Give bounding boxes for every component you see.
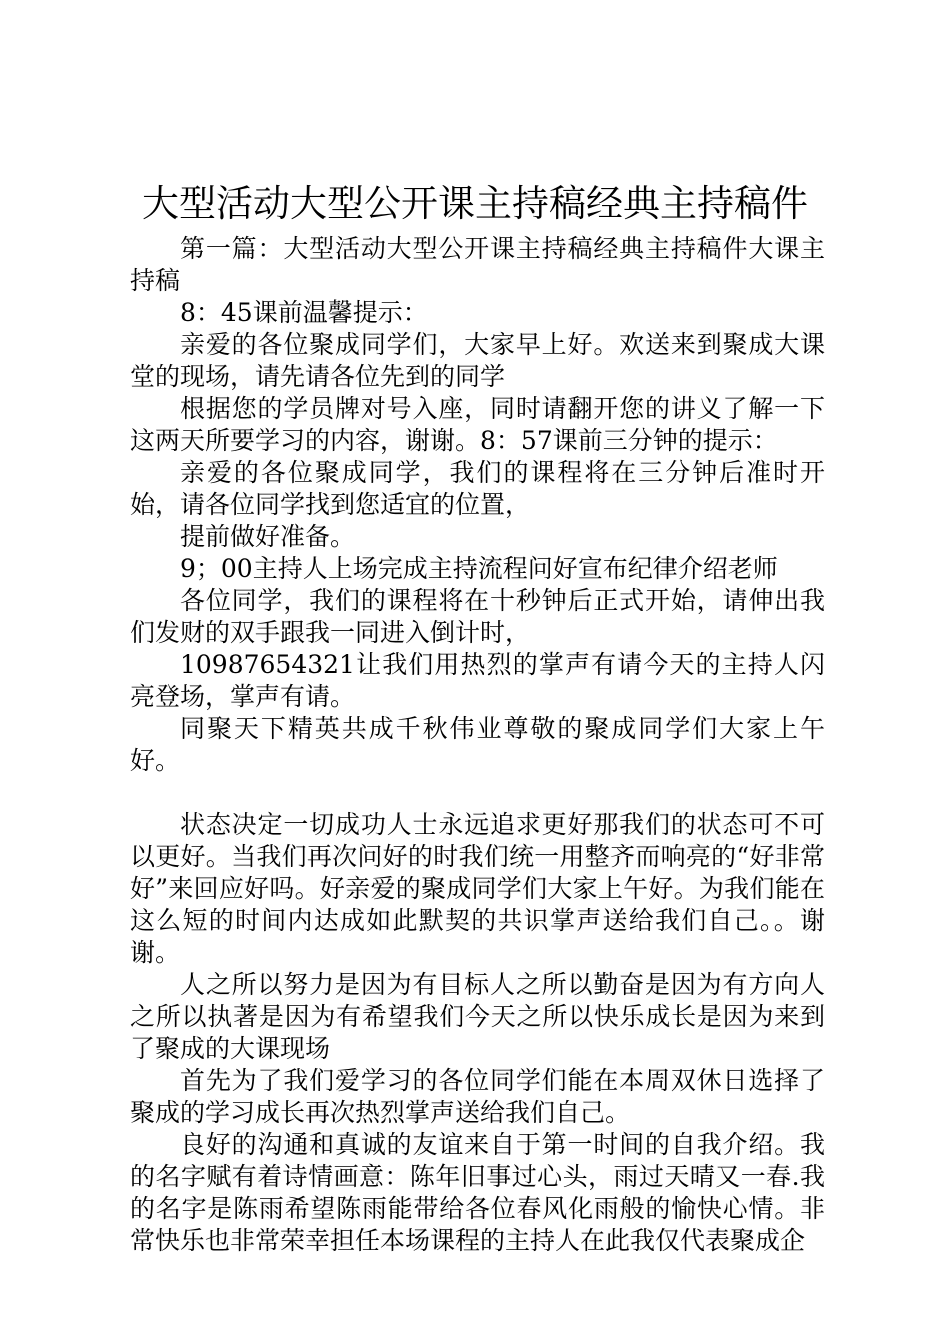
document-title: 大型活动大型公开课主持稿经典主持稿件 — [142, 182, 808, 225]
paragraph: 根据您的学员牌对号入座，同时请翻开您的讲义了解一下这两天所要学习的内容，谢谢。8：57课前三分钟的提示： — [130, 394, 825, 455]
paragraph: 各位同学，我们的课程将在十秒钟后正式开始，请伸出我们发财的双手跟我一同进入倒计时， — [130, 586, 825, 647]
paragraph: 8：45课前温馨提示： — [180, 298, 428, 327]
paragraph: 良好的沟通和真诚的友谊来自于第一时间的自我介绍。我的名字赋有着诗情画意：陈年旧事过心头，雨过天晴又一春.我的名字是陈雨希望陈雨能带给各位春风化雨般的愉快心情。非常快乐也非常荣幸担任本场课程的主持人在此我仅代表聚成企 — [130, 1130, 825, 1255]
paragraph: 首先为了我们爱学习的各位同学们能在本周双休日选择了聚成的学习成长再次热烈掌声送给我们自己。 — [130, 1066, 825, 1127]
paragraph: 第一篇：大型活动大型公开课主持稿经典主持稿件大课主持稿 — [130, 234, 825, 295]
blank-line — [130, 777, 825, 809]
paragraph: 状态决定一切成功人士永远追求更好那我们的状态可不可以更好。当我们再次问好的时我们统一用整齐而响亮的“好非常好”来回应好吗。好亲爱的聚成同学们大家上午好。为我们能在这么短的时间内达成如此默契的共识掌声送给我们自己。。谢谢。 — [130, 810, 825, 967]
paragraph: 9；00主持人上场完成主持流程问好宣布纪律介绍老师 — [180, 554, 778, 583]
paragraph: 亲爱的各位聚成同学们，大家早上好。欢送来到聚成大课堂的现场，请先请各位先到的同学 — [130, 330, 825, 391]
paragraph: 提前做好准备。 — [180, 522, 356, 551]
paragraph: 10987654321让我们用热烈的掌声有请今天的主持人闪亮登场，掌声有请。 — [130, 650, 825, 711]
paragraph: 人之所以努力是因为有目标人之所以勤奋是因为有方向人之所以执著是因为有希望我们今天之所以快乐成长是因为来到了聚成的大课现场 — [130, 970, 825, 1063]
paragraph: 同聚天下精英共成千秋伟业尊敬的聚成同学们大家上午好。 — [130, 714, 825, 775]
paragraph: 亲爱的各位聚成同学，我们的课程将在三分钟后准时开始，请各位同学找到您适宜的位置， — [130, 458, 825, 519]
document-body — [130, 233, 825, 1257]
